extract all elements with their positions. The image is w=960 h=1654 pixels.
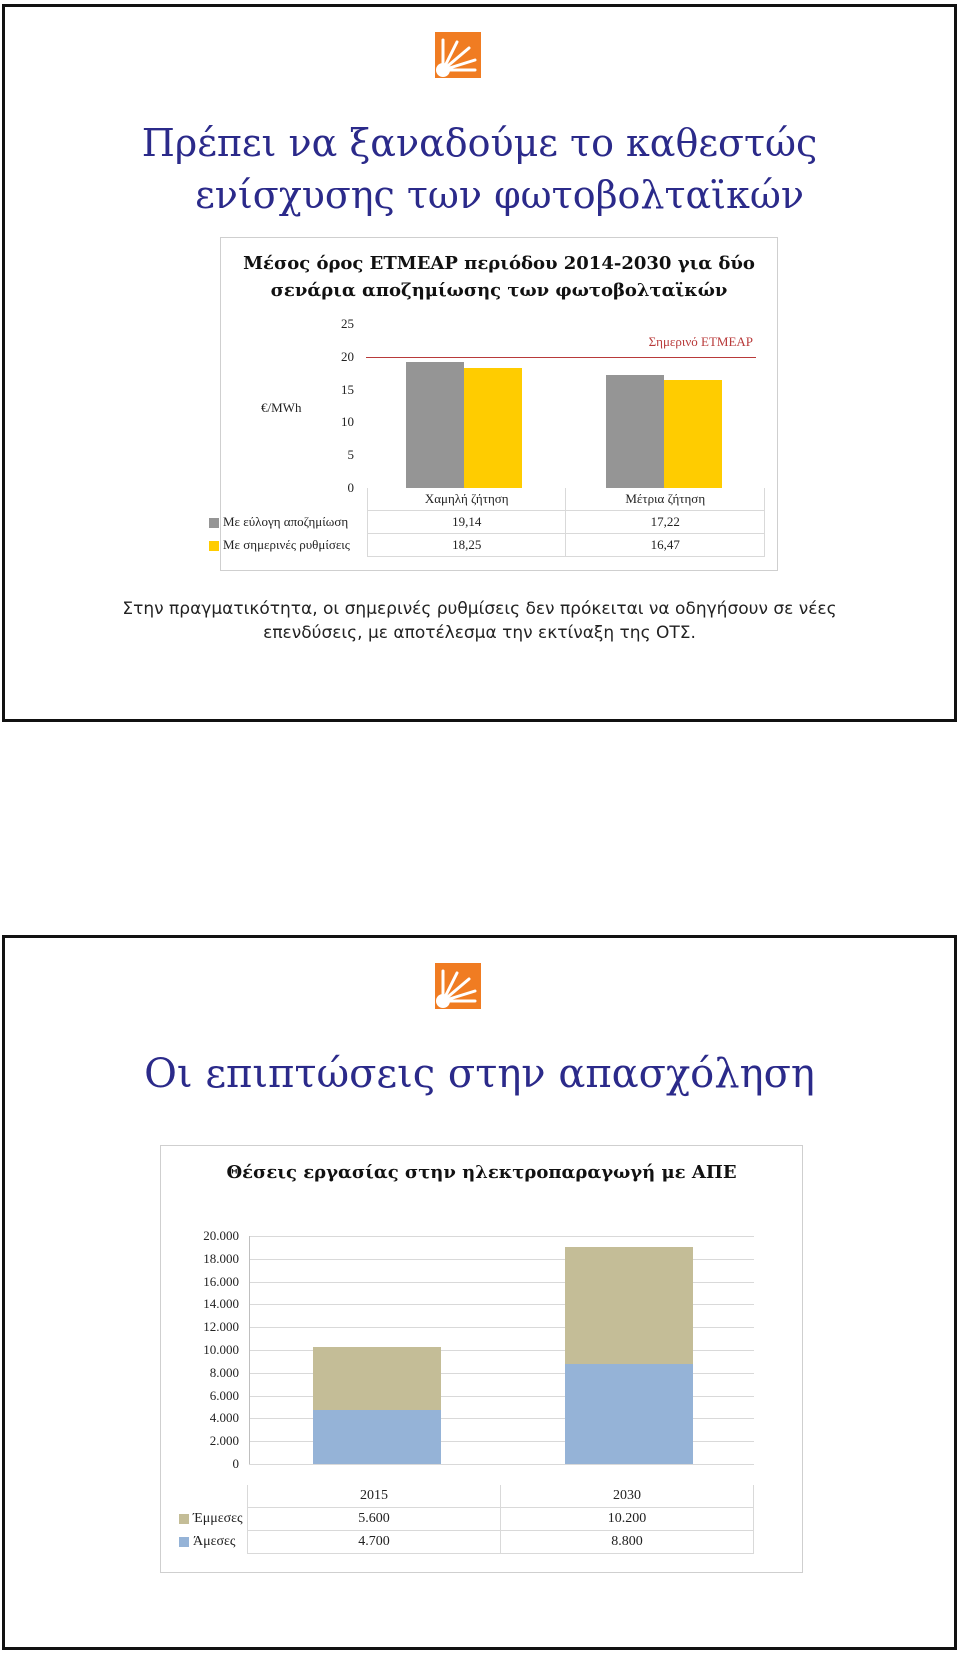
y-axis-label: €/MWh bbox=[261, 400, 302, 415]
data-label: 10.200 bbox=[501, 1508, 754, 1531]
y-tick-label: 10.000 bbox=[203, 1342, 239, 1357]
title-line-1: Πρέπει να ξαναδούμε το καθεστώς bbox=[141, 121, 818, 165]
chart-title: Θέσεις εργασίας στην ηλεκτροπαραγωγή με ΑΠΕ bbox=[226, 1162, 737, 1183]
table-header-row bbox=[179, 1485, 754, 1508]
data-label: 4.700 bbox=[248, 1531, 501, 1554]
data-label: 8.800 bbox=[501, 1531, 754, 1554]
category-label: Χαμηλή ζήτηση bbox=[367, 488, 566, 511]
chart-title-line-1: Μέσος όρος ΕΤΜΕΑΡ περιόδου 2014-2030 για δύο bbox=[243, 253, 755, 274]
data-table bbox=[179, 1485, 754, 1554]
caption-line-2: επενδύσεις, με αποτέλεσμα την εκτίναξη της ΟΤΣ. bbox=[263, 623, 696, 643]
y-tick-label: 0 bbox=[347, 480, 354, 495]
y-tick-label: 14.000 bbox=[203, 1296, 239, 1312]
caption bbox=[5, 597, 954, 645]
y-tick-label: 4.000 bbox=[209, 1410, 239, 1426]
category-label: Μέτρια ζήτηση bbox=[566, 488, 765, 511]
legend-swatch bbox=[209, 518, 219, 528]
bar bbox=[664, 380, 722, 488]
y-tick-label: 2.000 bbox=[209, 1433, 239, 1449]
series-name: Με σημερινές ρυθμίσεις bbox=[223, 537, 350, 552]
y-tick-label: 16.000 bbox=[203, 1273, 239, 1289]
y-tick-label: 5 bbox=[347, 447, 354, 463]
data-table bbox=[209, 488, 765, 557]
data-label: 16,47 bbox=[566, 534, 765, 557]
slide-title bbox=[5, 117, 954, 221]
gridline bbox=[249, 1236, 754, 1237]
table-row bbox=[179, 1508, 754, 1531]
y-axis-line bbox=[249, 1236, 250, 1464]
legend-swatch bbox=[179, 1537, 189, 1547]
y-tick-label: 8.000 bbox=[209, 1364, 239, 1380]
y-tick-label: 12.000 bbox=[203, 1319, 239, 1335]
series-name: Άμεσες bbox=[193, 1534, 236, 1549]
bar bbox=[406, 362, 464, 488]
data-label: 18,25 bbox=[367, 534, 566, 557]
table-row bbox=[179, 1531, 754, 1554]
slide-1 bbox=[2, 4, 957, 722]
bar-segment bbox=[313, 1347, 441, 1411]
slide-2 bbox=[2, 935, 957, 1650]
data-label: 19,14 bbox=[367, 511, 566, 534]
series-name: Έμμεσες bbox=[193, 1511, 243, 1526]
series-name: Με εύλογη αποζημίωση bbox=[223, 514, 349, 529]
sun-logo-icon bbox=[435, 963, 481, 1009]
bar bbox=[464, 368, 522, 488]
bar-segment bbox=[565, 1247, 693, 1363]
data-label: 5.600 bbox=[248, 1508, 501, 1531]
chart-title bbox=[221, 250, 777, 304]
y-tick-label: 0 bbox=[232, 1456, 239, 1471]
reference-line-label: Σημερινό ΕΤΜΕΑΡ bbox=[648, 334, 753, 349]
table-header-row bbox=[209, 488, 765, 511]
bar-segment bbox=[313, 1410, 441, 1464]
table-row bbox=[209, 534, 765, 557]
data-label: 17,22 bbox=[566, 511, 765, 534]
chart-title-line-2: σενάρια αποζημίωσης των φωτοβολταϊκών bbox=[270, 280, 728, 301]
sun-logo-icon bbox=[435, 32, 481, 78]
caption-line-1: Στην πραγματικότητα, οι σημερινές ρυθμίσεις δεν πρόκειται να οδηγήσουν σε νέες bbox=[122, 599, 837, 619]
y-tick-label: 20.000 bbox=[203, 1228, 239, 1243]
legend-swatch bbox=[209, 541, 219, 551]
category-label: 2030 bbox=[501, 1485, 754, 1508]
table-row bbox=[209, 511, 765, 534]
y-tick-label: 25 bbox=[341, 316, 354, 331]
y-tick-label: 6.000 bbox=[209, 1387, 239, 1403]
reference-line bbox=[366, 357, 756, 359]
y-tick-label: 20 bbox=[341, 348, 354, 364]
jobs-chart bbox=[160, 1145, 803, 1573]
slide-title: Οι επιπτώσεις στην απασχόληση bbox=[144, 1051, 815, 1097]
y-tick-label: 18.000 bbox=[203, 1250, 239, 1266]
gridline bbox=[249, 1464, 754, 1465]
category-label: 2015 bbox=[248, 1485, 501, 1508]
title-line-2: ενίσχυσης των φωτοβολταϊκών bbox=[195, 173, 804, 217]
bar-segment bbox=[565, 1364, 693, 1464]
bar bbox=[606, 375, 664, 488]
y-tick-label: 15 bbox=[341, 381, 354, 397]
etmear-chart bbox=[220, 237, 778, 571]
legend-swatch bbox=[179, 1514, 189, 1524]
y-tick-label: 10 bbox=[341, 414, 354, 430]
